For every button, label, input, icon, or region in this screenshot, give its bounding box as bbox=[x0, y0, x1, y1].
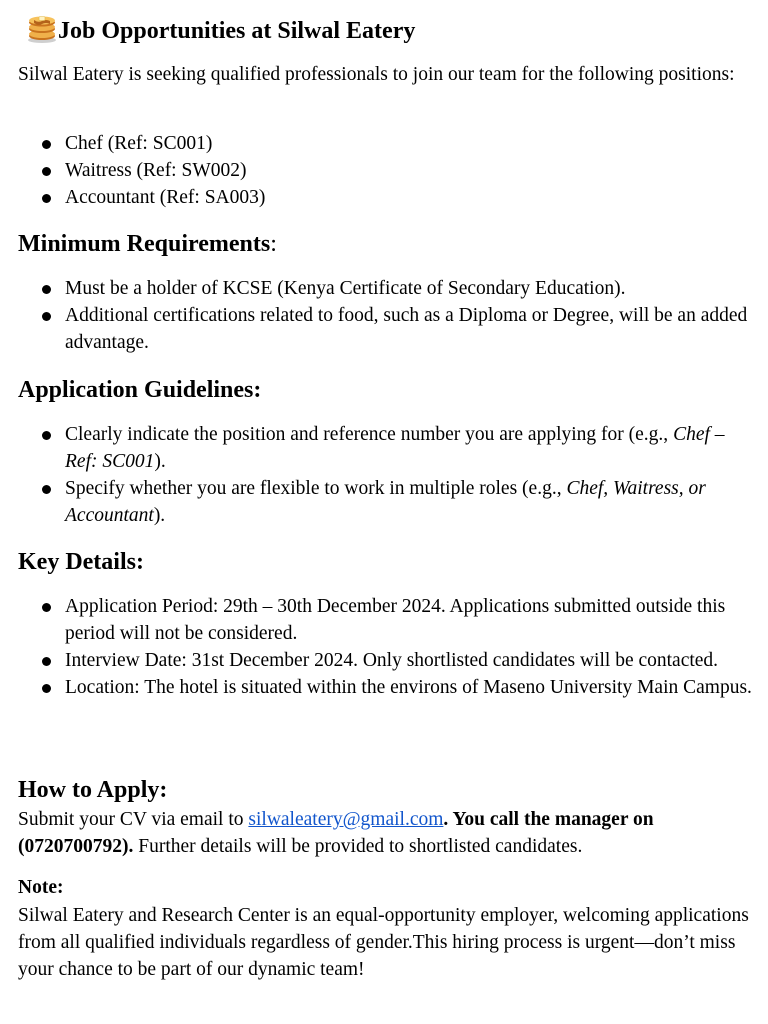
list-item: Must be a holder of KCSE (Kenya Certificate of Secondary Education). bbox=[18, 275, 753, 302]
positions-list bbox=[18, 130, 753, 211]
section-heading-how-to-apply: How to Apply: bbox=[18, 777, 168, 803]
section-heading-requirements: Minimum Requirements: bbox=[18, 231, 277, 257]
bullet bbox=[42, 312, 51, 321]
list-item: Clearly indicate the position and reference number you are applying for (e.g., Chef – Ref: SC001). bbox=[18, 421, 753, 475]
bullet bbox=[42, 603, 51, 612]
how-to-apply-paragraph: Submit your CV via email to silwaleatery@gmail.com. You call the manager on (0720700792). Further details will be provided to shortlisted candidates. bbox=[18, 809, 654, 857]
manager-contact: . You call the manager on (0720700792). bbox=[18, 809, 654, 857]
list-item: Waitress (Ref: SW002) bbox=[18, 157, 753, 184]
bullet bbox=[42, 285, 51, 294]
guidelines-list bbox=[18, 421, 753, 529]
key-details-list bbox=[18, 593, 753, 701]
page-title bbox=[26, 14, 415, 47]
email-link[interactable]: silwaleatery@gmail.com bbox=[248, 809, 444, 830]
bullet bbox=[42, 431, 51, 440]
list-item: Accountant (Ref: SA003) bbox=[18, 184, 753, 211]
bullet bbox=[42, 167, 51, 176]
list-item: Specify whether you are flexible to work in multiple roles (e.g., Chef, Waitress, or Accountant). bbox=[18, 475, 753, 529]
bullet bbox=[42, 485, 51, 494]
bullet bbox=[42, 140, 51, 149]
list-item: Chef (Ref: SC001) bbox=[18, 130, 753, 157]
section-heading-key-details: Key Details: bbox=[18, 549, 144, 575]
section-heading-guidelines: Application Guidelines: bbox=[18, 377, 262, 403]
bullet bbox=[42, 657, 51, 666]
intro-paragraph: Silwal Eatery is seeking qualified professionals to join our team for the following positions: bbox=[18, 64, 735, 85]
pancakes-icon bbox=[26, 14, 58, 44]
bullet bbox=[42, 684, 51, 693]
list-item: Application Period: 29th – 30th December 2024. Applications submitted outside this period will not be considered. bbox=[18, 593, 753, 647]
note-label: Note: bbox=[18, 877, 64, 898]
list-item: Additional certifications related to food, such as a Diploma or Degree, will be an added advantage. bbox=[18, 302, 753, 356]
list-item: Interview Date: 31st December 2024. Only shortlisted candidates will be contacted. bbox=[18, 647, 753, 674]
requirements-list bbox=[18, 275, 753, 356]
page-title-text: Job Opportunities at Silwal Eatery bbox=[58, 18, 416, 44]
bullet bbox=[42, 194, 51, 203]
note-paragraph: Silwal Eatery and Research Center is an equal-opportunity employer, welcoming applications from all qualified individuals regardless of gender.This hiring process is urgent—don’t miss your chance to be part of our dynamic team! bbox=[18, 905, 749, 980]
list-item: Location: The hotel is situated within the environs of Maseno University Main Campus. bbox=[18, 674, 753, 701]
